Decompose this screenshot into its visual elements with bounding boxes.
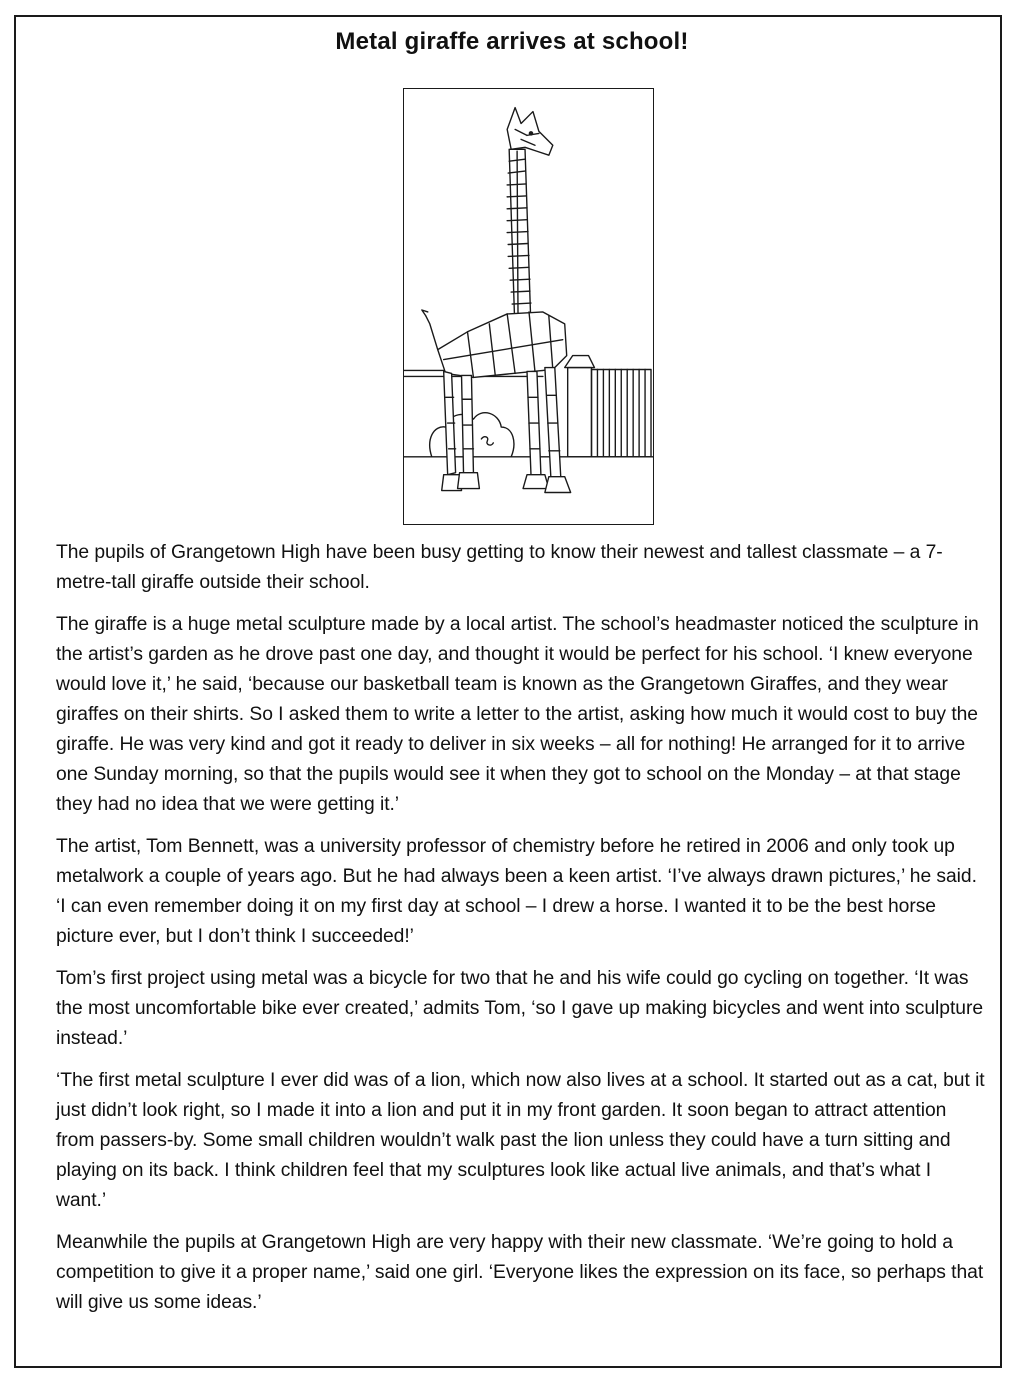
giraffe-legs [444, 368, 561, 477]
giraffe-illustration [403, 88, 654, 525]
article-title: Metal giraffe arrives at school! [335, 28, 689, 55]
article-paragraph: The pupils of Grangetown High have been busy getting to know their newest and tallest classmate – a 7-metre-tall giraffe outside their school. [56, 542, 943, 593]
article-paragraph: The giraffe is a huge metal sculpture made by a local artist. The school’s headmaster noticed the sculpture in the artist’s garden as he drove past one day, and thought it would be perfect for his school. ‘I knew everyone would love it,’ he said, ‘because our basketball team is known as the Grangetown Giraffes, and they wear giraffes on their shirts. So I asked them to write a letter to the artist, asking how much it would cost to buy the giraffe. He was very kind and got it ready to deliver in six weeks – all for nothing! He arranged for it to arrive one Sunday morning, so that the pupils would see it when they got to school on the Monday – at that stage they had no idea that we were getting it.’ [56, 614, 979, 815]
bush-detail [481, 437, 493, 445]
giraffe-neck [507, 149, 531, 336]
gate-pillar [568, 368, 592, 457]
giraffe-sculpture-drawing [404, 89, 653, 524]
giraffe-head [507, 108, 553, 156]
gate-bars [597, 369, 645, 456]
article-paragraph: Meanwhile the pupils at Grangetown High are very happy with their new classmate. ‘We’re going to hold a competition to give it a proper name,’ said one girl. ‘Everyone likes the expression on its face, so perhaps that will give us some ideas.’ [56, 1232, 984, 1313]
article-body [56, 538, 986, 1330]
article-paragraph: The artist, Tom Bennett, was a university professor of chemistry before he retired in 2006 and only took up metalwork a couple of years ago. But he had always been a keen artist. ‘I’ve always drawn pictures,’ he said. ‘I can even remember doing it on my first day at school – I drew a horse. I wanted it to be the best horse picture ever, but I don’t think I succeeded!’ [56, 836, 977, 947]
pillar-cap [565, 356, 595, 368]
article-paragraph: ‘The first metal sculpture I ever did was of a lion, which now also lives at a school. It started out as a cat, but it just didn’t look right, so I made it into a lion and put it in my front garden. It soon began to attract attention from passers-by. Some small children wouldn’t walk past the lion unless they could have a turn sitting and playing on its back. I think children feel that my sculptures look like actual live animals, and that’s what I want.’ [56, 1070, 985, 1211]
article-paragraph: Tom’s first project using metal was a bicycle for two that he and his wife could go cycling on together. ‘It was the most uncomfortable bike ever created,’ admits Tom, ‘so I gave up making bicycles and went into sculpture instead.’ [56, 968, 983, 1049]
